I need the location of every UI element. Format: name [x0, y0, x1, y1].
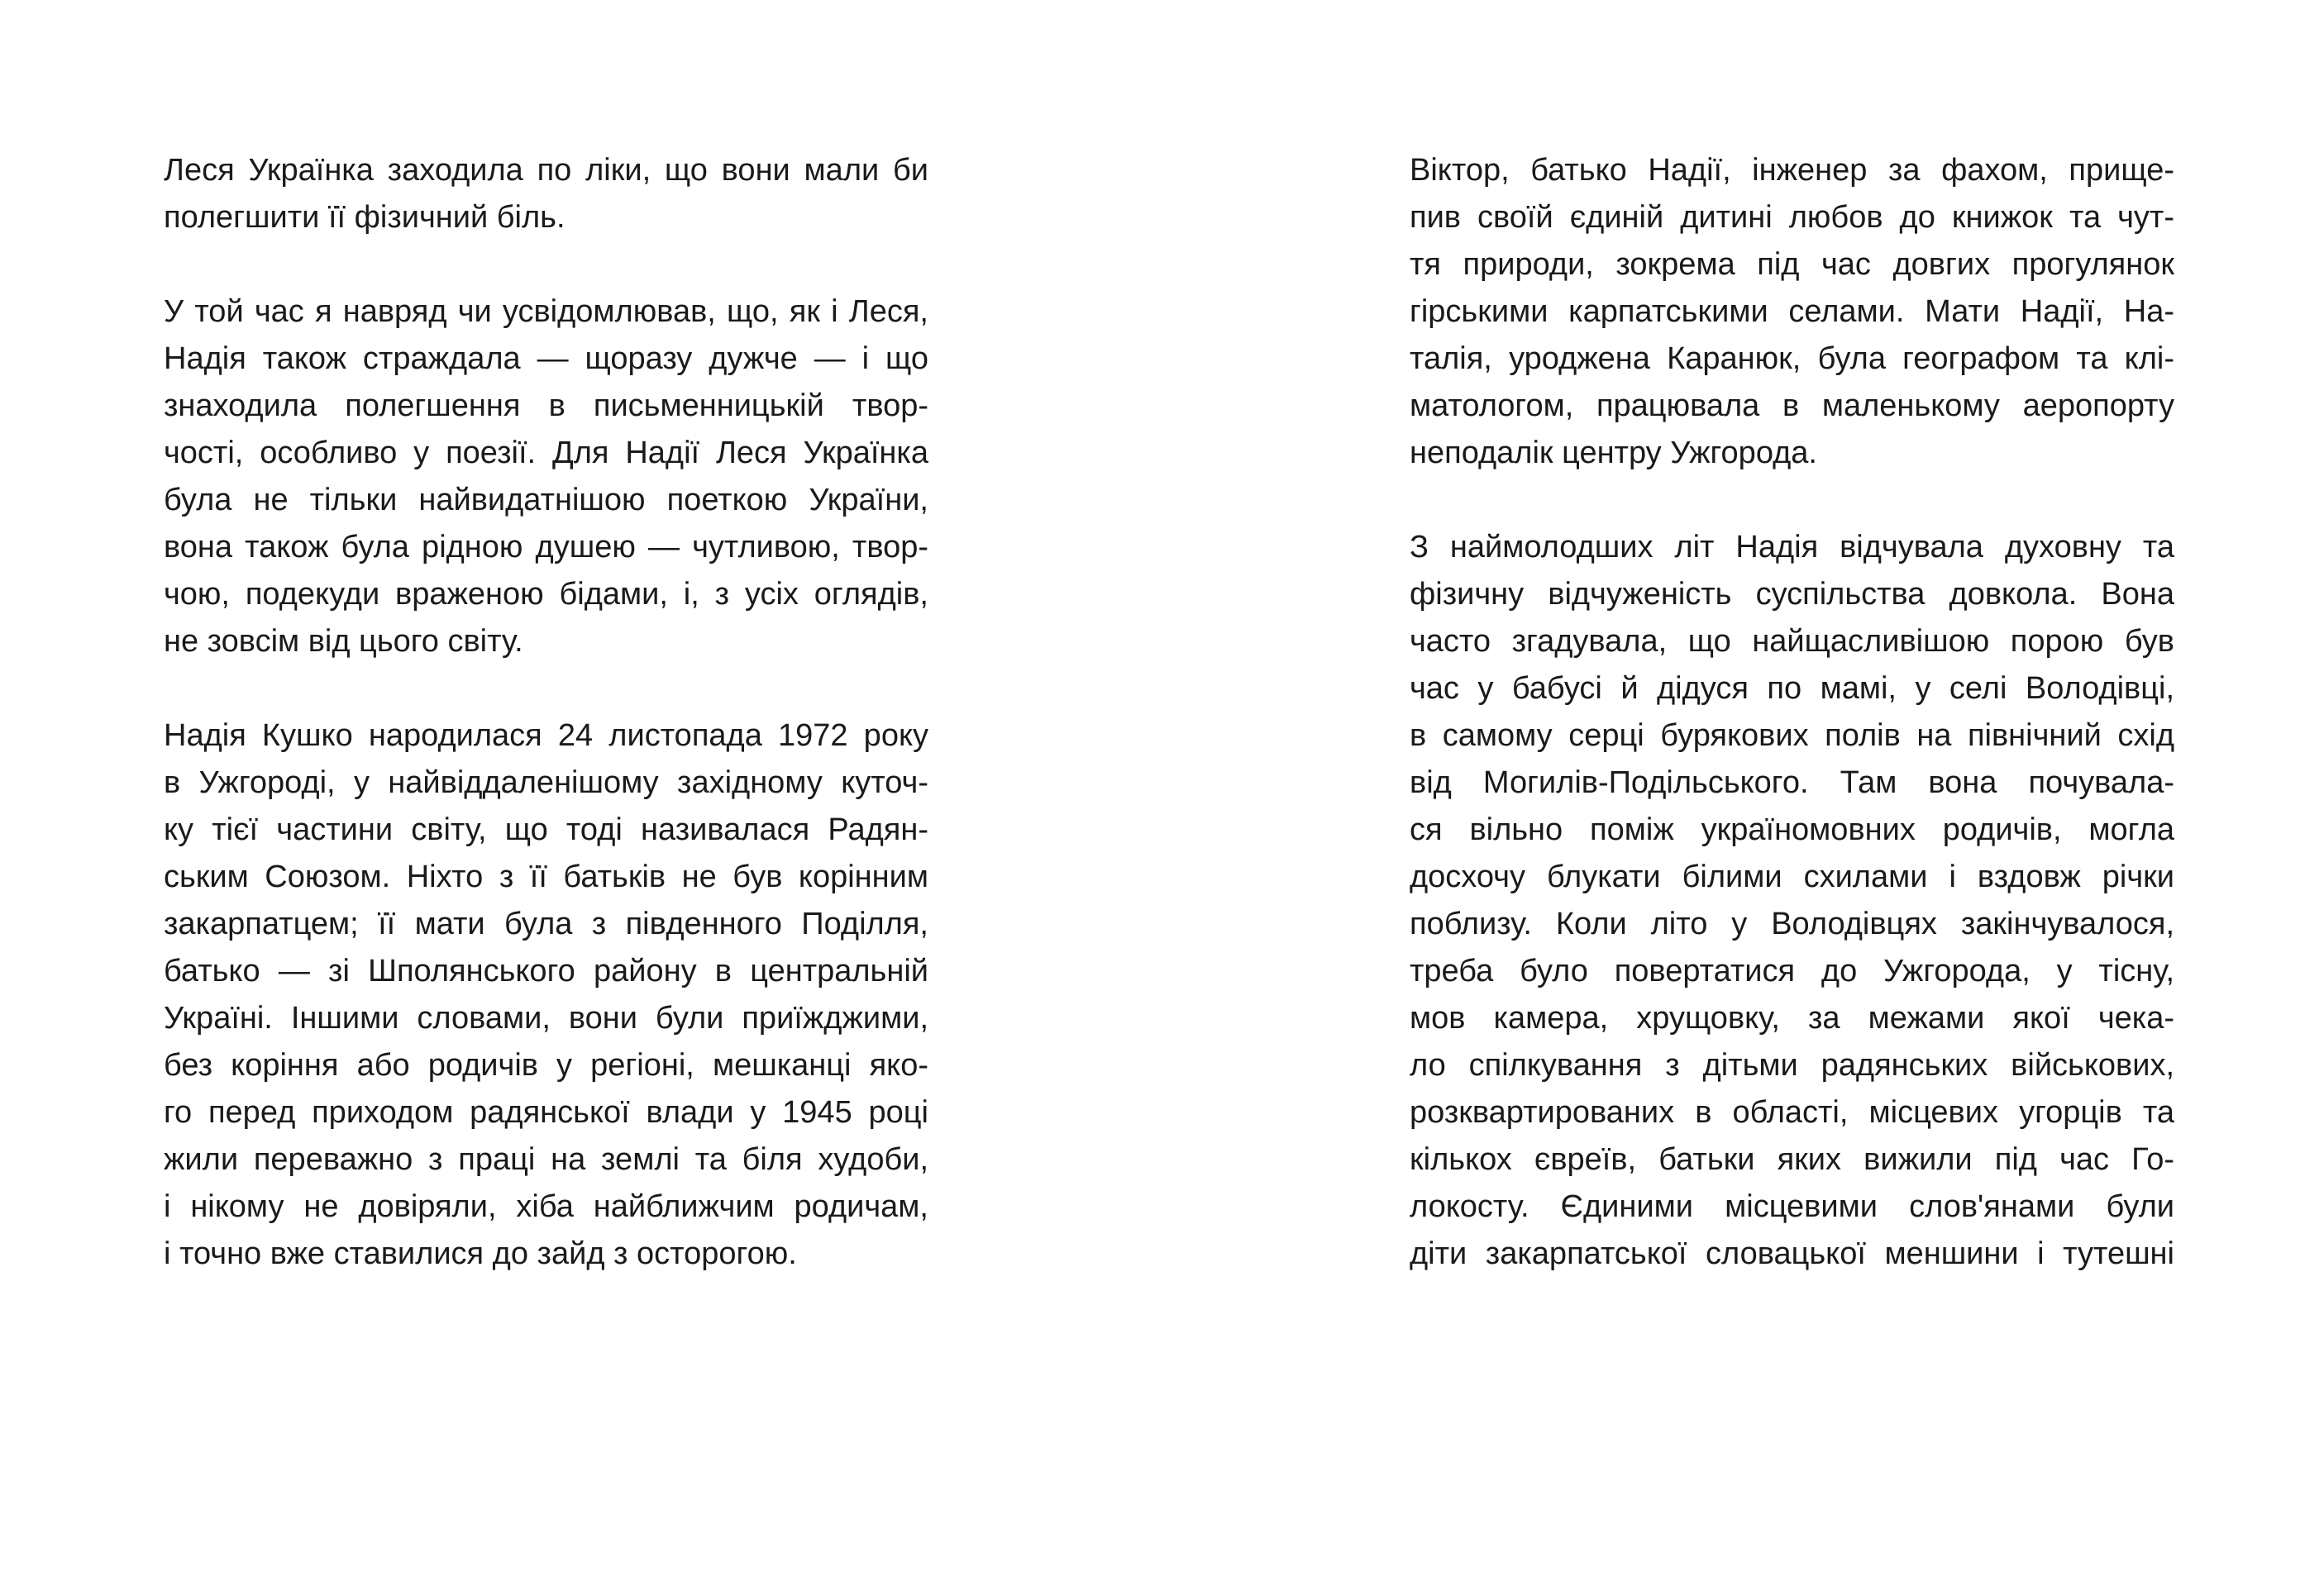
text-line: не зовсім від цього світу. — [164, 624, 523, 659]
text-line: досхочу блукати білими схилами і вздовж річки — [1410, 860, 2174, 894]
text-line: ло спілкування з дітьми радянських військових, — [1410, 1048, 2174, 1083]
text-line: гірськими карпатськими селами. Мати Надії, На- — [1410, 294, 2174, 329]
text-line: часто згадувала, що найщасливішою порою був — [1410, 624, 2174, 659]
left-text-column — [164, 147, 928, 1278]
text-line: чою, подекуди враженою бідами, і, з усіх оглядів, — [164, 577, 928, 612]
paragraph — [164, 712, 928, 1278]
text-line: без коріння або родичів у регіоні, мешканці яко- — [164, 1048, 928, 1083]
paragraph-gap — [1410, 477, 2174, 524]
text-line: вона також була рідною душею — чутливою, твор- — [164, 530, 928, 564]
text-line: від Могилів-Подільського. Там вона почувала- — [1410, 765, 2174, 800]
text-line: го перед приходом радянської влади у 1945 році — [164, 1095, 928, 1130]
text-line: поблизу. Коли літо у Володівцях закінчувалося, — [1410, 907, 2174, 941]
text-line: Надія Кушко народилася 24 листопада 1972 року — [164, 718, 928, 753]
text-line: була не тільки найвидатнішою поеткою України, — [164, 483, 928, 517]
text-line: час у бабусі й дідуся по мамі, у селі Володівці, — [1410, 671, 2174, 706]
text-line: ся вільно поміж україномовних родичів, могла — [1410, 812, 2174, 847]
text-line: ку тієї частини світу, що тоді називалася Радян- — [164, 812, 928, 847]
text-line: талія, уроджена Каранюк, була географом та клі- — [1410, 341, 2174, 376]
paragraph — [164, 288, 928, 665]
text-line: діти закарпатської словацької меншини і тутешні — [1410, 1236, 2174, 1271]
text-line: кількох євреїв, батьки яких вижили під час Го- — [1410, 1142, 2174, 1177]
paragraph — [164, 147, 928, 241]
text-line: і нікому не довіряли, хіба найближчим родичам, — [164, 1189, 928, 1224]
text-line: фізичну відчуженість суспільства довкола. Вона — [1410, 577, 2174, 612]
paragraph — [1410, 524, 2174, 1278]
text-line: знаходила полегшення в письменницькій твор- — [164, 388, 928, 423]
right-text-column — [1410, 147, 2174, 1278]
paragraph-gap — [164, 241, 928, 288]
text-line: чості, особливо у поезії. Для Надії Леся Українка — [164, 436, 928, 470]
text-line: батько — зі Шполянського району в центральній — [164, 954, 928, 988]
text-line: тя природи, зокрема під час довгих прогулянок — [1410, 247, 2174, 282]
text-line: розквартированих в області, місцевих угорців та — [1410, 1095, 2174, 1130]
text-line: полегшити її фізичний біль. — [164, 200, 565, 235]
text-line: треба було повертатися до Ужгорода, у тісну, — [1410, 954, 2174, 988]
text-line: і точно вже ставилися до зайд з осторогою. — [164, 1236, 797, 1271]
text-line: У той час я навряд чи усвідомлював, що, як і Леся, — [164, 294, 928, 329]
text-line: матологом, працювала в маленькому аеропорту — [1410, 388, 2174, 423]
text-line: жили переважно з праці на землі та біля худоби, — [164, 1142, 928, 1177]
text-line: Леся Українка заходила по ліки, що вони мали би — [164, 153, 928, 188]
text-line: закарпатцем; її мати була з південного Поділля, — [164, 907, 928, 941]
text-line: З наймолодших літ Надія відчувала духовну та — [1410, 530, 2174, 564]
text-line: мов камера, хрущовку, за межами якої чека- — [1410, 1001, 2174, 1036]
text-line: Віктор, батько Надії, інженер за фахом, прище- — [1410, 153, 2174, 188]
text-line: пив своїй єдиній дитині любов до книжок та чут- — [1410, 200, 2174, 235]
paragraph — [1410, 147, 2174, 477]
text-line: в Ужгороді, у найвіддаленішому західному куточ- — [164, 765, 928, 800]
text-line: в самому серці бурякових полів на північний схід — [1410, 718, 2174, 753]
paragraph-gap — [164, 665, 928, 712]
text-line: Надія також страждала — щоразу дужче — і що — [164, 341, 928, 376]
text-line: Україні. Іншими словами, вони були приїжджими, — [164, 1001, 928, 1036]
right-page — [1162, 0, 2324, 1591]
text-line: ським Союзом. Ніхто з її батьків не був корінним — [164, 860, 928, 894]
text-line: локосту. Єдиними місцевими слов'янами були — [1410, 1189, 2174, 1224]
text-line: неподалік центру Ужгорода. — [1410, 436, 1817, 470]
